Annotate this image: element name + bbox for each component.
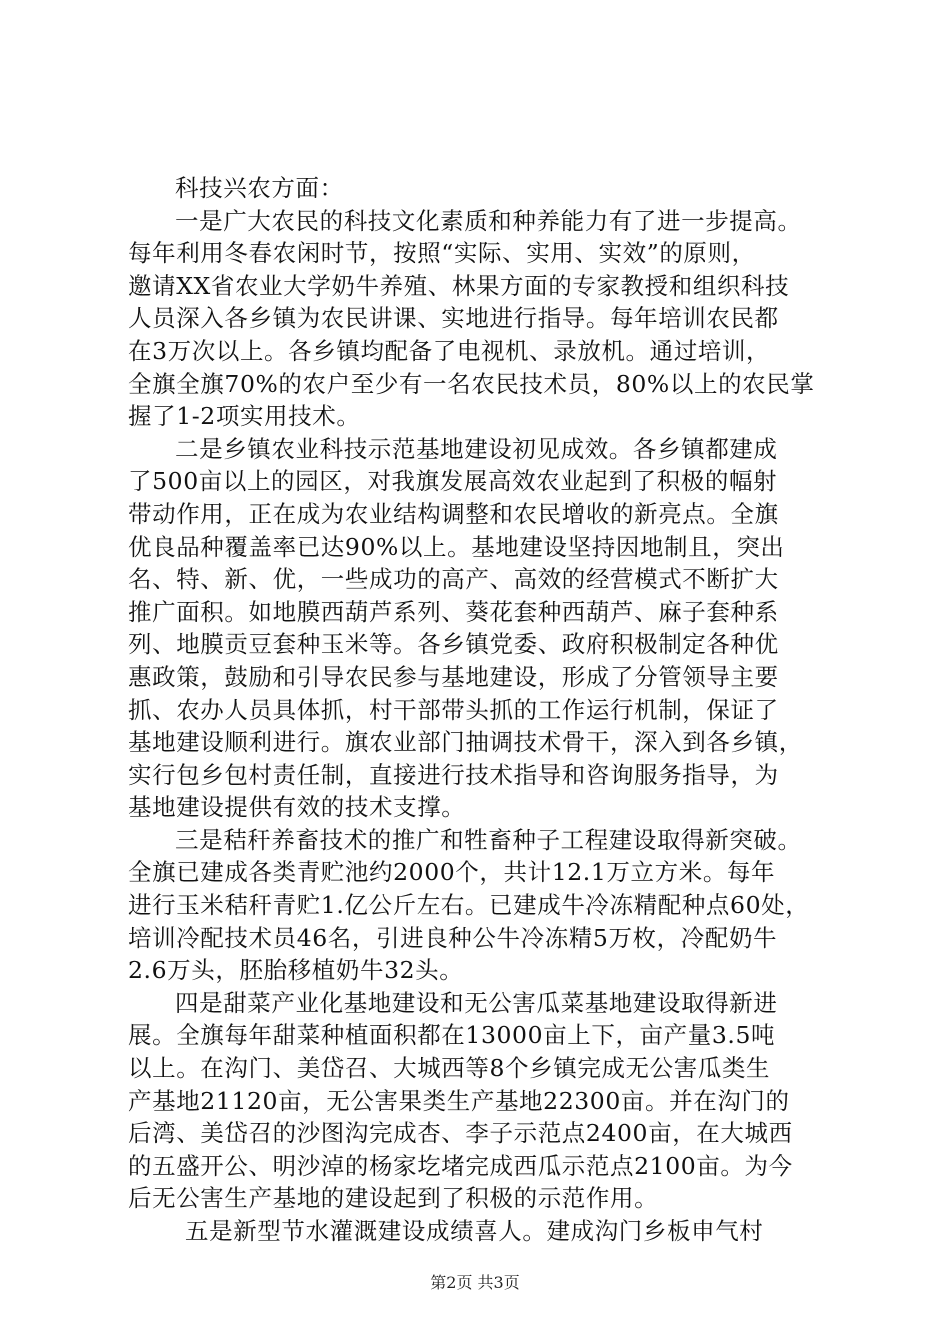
paragraph-line: 进行玉米秸秆青贮1.亿公斤左右。已建成牛冷冻精配种点60处， [128,891,810,920]
paragraph-line: 后无公害生产基地的建设起到了积极的示范作用。 [128,1184,659,1213]
paragraph-line: 推广面积。如地膜西葫芦系列、葵花套种西葫芦、麻子套种系 [128,597,779,626]
document-body [128,172,840,1248]
paragraph-5 [128,1215,840,1248]
paragraph-line: 带动作用，正在成为农业结构调整和农民增收的新亮点。全旗 [128,499,779,528]
paragraph-line: 握了1-2项实用技术。 [128,402,361,431]
paragraph-line: 以上。在沟门、美岱召、大城西等8个乡镇完成无公害瓜类生 [128,1054,771,1083]
paragraph-line: 产基地21120亩，无公害果类生产基地22300亩。并在沟门的 [128,1086,790,1115]
paragraph-line: 基地建设提供有效的技术支撑。 [128,793,466,822]
paragraph-line: 五是新型节水灌溉建设成绩喜人。建成沟门乡板申气村 [185,1217,764,1245]
page-number-footer: 第2页 共3页 [430,1273,520,1292]
paragraph-line: 实行包乡包村责任制，直接进行技术指导和咨询服务指导，为 [128,760,779,789]
paragraph-line: 全旗全旗70%的农户至少有一名农民技术员，80%以上的农民掌 [128,369,815,398]
paragraph-line: 了500亩以上的园区，对我旗发展高效农业起到了积极的幅射 [128,467,778,496]
paragraph-line: 名、特、新、优，一些成功的高产、高效的经营模式不断扩大 [128,565,779,594]
paragraph-line: 基地建设顺利进行。旗农业部门抽调技术骨干，深入到各乡镇， [128,728,803,757]
paragraph-line: 三是秸秆养畜技术的推广和牲畜种子工程建设取得新突破。 [175,825,802,854]
paragraph-line: 在3万次以上。各乡镇均配备了电视机、录放机。通过培训， [128,336,771,365]
paragraph-line: 培训冷配技术员46名，引进良种公牛冷冻精5万枚，冷配奶牛 [128,923,778,952]
paragraph-1 [128,205,840,433]
paragraph-line: 的五盛开公、明沙淖的杨家圪堵完成西瓜示范点2100亩。为今 [128,1151,793,1180]
paragraph-line: 列、地膜贡豆套种玉米等。各乡镇党委、政府积极制定各种优 [128,630,779,659]
paragraph-line: 人员深入各乡镇为农民讲课、实地进行指导。每年培训农民都 [128,304,779,333]
section-heading: 科技兴农方面： [175,174,344,202]
paragraph-line: 每年利用冬春农闲时节，按照“实际、实用、实效”的原则， [128,239,756,268]
paragraph-line: 展。全旗每年甜菜种植面积都在13000亩上下，亩产量3.5吨 [128,1021,776,1050]
paragraph-2 [128,433,840,824]
paragraph-line: 抓、农办人员具体抓，村干部带头抓的工作运行机制，保证了 [128,695,779,724]
paragraph-line: 一是广大农民的科技文化素质和种养能力有了进一步提高。 [175,206,802,235]
paragraph-line: 邀请XX省农业大学奶牛养殖、林果方面的专家教授和组织科技 [128,271,790,300]
paragraph-3 [128,824,840,987]
paragraph-line: 后湾、美岱召的沙图沟完成杏、李子示范点2400亩，在大城西 [128,1119,793,1148]
paragraph-line: 四是甜菜产业化基地建设和无公害瓜菜基地建设取得新进 [175,988,778,1017]
paragraph-line: 2.6万头，胚胎移植奶牛32头。 [128,956,464,985]
paragraph-line: 全旗已建成各类青贮池约2000个，共计12.1万立方米。每年 [128,858,776,887]
paragraph-line: 惠政策，鼓励和引导农民参与基地建设，形成了分管领导主要 [128,662,779,691]
paragraph-4 [128,987,840,1215]
paragraph-line: 二是乡镇农业科技示范基地建设初见成效。各乡镇都建成 [175,434,778,463]
paragraph-line: 优良品种覆盖率已达90%以上。基地建设坚持因地制且，突出 [128,532,785,561]
